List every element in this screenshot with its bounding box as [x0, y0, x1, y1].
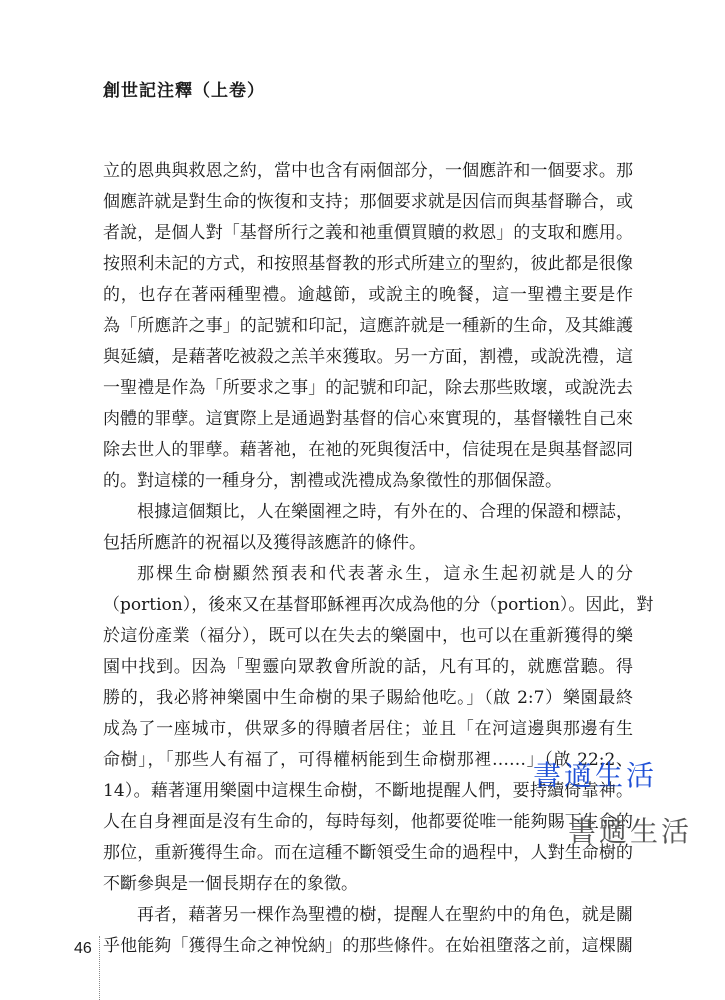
- text-line: 根據這個類比，人在樂園裡之時，有外在的、合理的保證和標誌，: [137, 502, 633, 522]
- watermark-grey: 書適生活: [568, 815, 693, 848]
- text-line: 除去世人的罪孽。藉著祂，在祂的死與復活中，信徒現在是與基督認同: [103, 440, 633, 460]
- text-line: 的。對這樣的一種身分，割禮或洗禮成為象徵性的那個保證。: [103, 471, 562, 491]
- text-line: 立的恩典與救恩之約，當中也含有兩個部分，一個應許和一個要求。那: [103, 161, 633, 181]
- text-line: 人在自身裡面是沒有生命的，每時每刻，他都要從唯一能夠賜下生命的: [103, 812, 633, 832]
- text-line: 的，也存在著兩種聖禮。逾越節，或說主的晚餐，這一聖禮主要是作: [103, 285, 633, 305]
- text-line: 包括所應許的祝福以及獲得該應許的條件。: [103, 533, 426, 553]
- text-line: 那棵生命樹顯然預表和代表著永生，這永生起初就是人的分: [137, 564, 633, 584]
- text-line: 園中找到。因為「聖靈向眾教會所說的話，凡有耳的，就應當聽。得: [103, 657, 633, 677]
- text-line: 不斷參與是一個長期存在的象徵。: [103, 874, 358, 894]
- text-line: 肉體的罪孽。這實際上是通過對基督的信心來實現的，基督犧牲自己來: [103, 409, 633, 429]
- text-line: 成為了一座城市，供眾多的得贖者居住；並且「在河這邊與那邊有生: [103, 719, 633, 739]
- text-line: 按照利未記的方式，和按照基督教的形式所建立的聖約，彼此都是很像: [103, 254, 633, 274]
- text-line: 為「所應許之事」的記號和印記，這應許就是一種新的生命，及其維護: [103, 316, 633, 336]
- text-line: 一聖禮是作為「所要求之事」的記號和印記，除去那些敗壞，或說洗去: [103, 378, 633, 398]
- text-line: 乎他能夠「獲得生命之神悅納」的那些條件。在始祖墮落之前，這棵關: [103, 936, 633, 956]
- body-text: [103, 156, 654, 962]
- page-margin-rule: [99, 936, 100, 1000]
- text-line: 勝的，我必將神樂園中生命樹的果子賜給他吃。」（啟 2:7）樂園最終: [103, 688, 633, 708]
- text-line: 者說，是個人對「基督所行之義和祂重價買贖的救恩」的支取和應用。: [103, 223, 633, 243]
- text-line: 於這份產業（福分），既可以在失去的樂園中，也可以在重新獲得的樂: [103, 626, 633, 646]
- text-line: （portion），後來又在基督耶穌裡再次成為他的分（portion）。因此，對: [103, 595, 654, 615]
- text-line: 14）。藉著運用樂園中這棵生命樹，不斷地提醒人們，要持續倚靠神。: [103, 781, 633, 801]
- text-line: 與延續，是藉著吃被殺之羔羊來獲取。另一方面，割禮，或說洗禮，這: [103, 347, 633, 367]
- watermark-blue: 書適生活: [533, 759, 658, 792]
- text-line: 再者，藉著另一棵作為聖禮的樹，提醒人在聖約中的角色，就是關: [137, 905, 633, 925]
- text-line: 個應許就是對生命的恢復和支持；那個要求就是因信而與基督聯合，或: [103, 192, 633, 212]
- text-line: 那位，重新獲得生命。而在這種不斷領受生命的過程中，人對生命樹的: [103, 843, 633, 863]
- running-head: 創世記注釋（上卷）: [103, 81, 265, 101]
- text-line: 命樹」，「那些人有福了，可得權柄能到生命樹那裡……」（啟 22:2、: [103, 750, 633, 770]
- page-number: 46: [74, 940, 92, 957]
